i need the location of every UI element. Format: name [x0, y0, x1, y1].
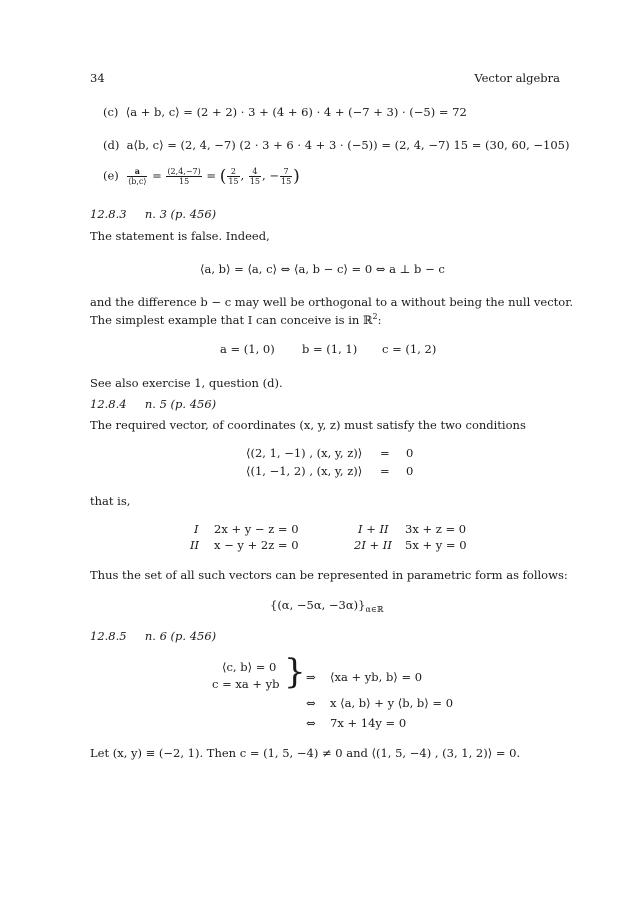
- system-label-i: I: [194, 522, 199, 536]
- text-run: The simplest example that I can conceive is in ℝ: [90, 313, 373, 327]
- close-paren: ): [293, 166, 300, 187]
- iff-arrow: ⇔: [306, 716, 316, 730]
- equation-orthogonality: ⟨a, b⟩ = ⟨a, c⟩ ⇔ ⟨a, b − c⟩ = 0 ⇔ a ⊥ b − c: [200, 262, 445, 276]
- item-d: [103, 138, 569, 153]
- paragraph: The required vector, of coordinates (x, y, z) must satisfy the two conditions: [90, 418, 526, 432]
- paragraph: and the difference b − c may well be orthogonal to a without being the null vector.: [90, 295, 574, 309]
- item-e-fraction-1: [127, 167, 147, 186]
- section-heading-12-8-4: [90, 397, 216, 412]
- section-number: 12.8.5: [90, 629, 127, 643]
- fraction-numerator: (2,4,−7): [167, 167, 201, 176]
- fraction-denominator: 15: [228, 177, 239, 186]
- condition-2-rhs: 0: [406, 464, 414, 478]
- system-equation-ii: x − y + 2z = 0: [214, 538, 299, 552]
- paragraph: Thus the set of all such vectors can be represented in parametric form as follows:: [90, 568, 568, 582]
- item-e-fraction-3: [227, 167, 239, 186]
- fraction-numerator: 4: [249, 167, 261, 177]
- paragraph: [90, 309, 381, 328]
- equals-sign: =: [152, 168, 162, 183]
- system-label-2i-plus-ii: 2I + II: [354, 538, 392, 552]
- minus-sign: −: [269, 168, 279, 183]
- paragraph: See also exercise 1, question (d).: [90, 376, 283, 390]
- page-number: 34: [90, 71, 105, 85]
- final-statement: Let (x, y) ≡ (−2, 1). Then c = (1, 5, −4) ≠ 0 and ⟨(1, 5, −4) , (3, 1, 2)⟩ = 0.: [90, 746, 521, 760]
- paragraph: The statement is false. Indeed,: [90, 229, 270, 243]
- implies-arrow: ⇒: [306, 670, 316, 684]
- condition-2-equals: =: [380, 464, 390, 478]
- section-number: 12.8.3: [90, 207, 127, 221]
- example-vector-c: c = (1, 2): [382, 342, 437, 356]
- iff-arrow: ⇔: [306, 696, 316, 710]
- condition-1-rhs: 0: [406, 446, 414, 460]
- section-heading-12-8-3: [90, 207, 216, 222]
- item-e-label: (e): [103, 168, 119, 183]
- item-c-expression: ⟨a + b, c⟩ = (2 + 2) · 3 + (4 + 6) · 4 + (−7 + 3) · (−5) = 72: [125, 105, 467, 119]
- system-equation-2i-plus-ii: 5x + y = 0: [405, 538, 467, 552]
- right-brace: }: [284, 652, 306, 692]
- condition-1-equals: =: [380, 446, 390, 460]
- item-e-fraction-5: [280, 167, 292, 186]
- fraction-denominator: ⟨b,c⟩: [128, 177, 147, 186]
- condition-2-lhs: ⟨(1, −1, 2) , (x, y, z)⟩: [246, 464, 363, 478]
- system-line-1: ⟨c, b⟩ = 0: [222, 660, 277, 674]
- item-c: [103, 105, 467, 120]
- result-line-2: x ⟨a, b⟩ + y ⟨b, b⟩ = 0: [330, 696, 454, 710]
- result-line-1: ⟨xa + yb, b⟩ = 0: [330, 670, 423, 684]
- section-number: 12.8.4: [90, 397, 127, 411]
- parametric-set: [270, 598, 383, 617]
- running-title: Vector algebra: [474, 71, 560, 85]
- item-d-label: (d): [103, 138, 120, 152]
- paragraph: that is,: [90, 494, 131, 508]
- item-e-fraction-2: [166, 167, 201, 186]
- system-label-ii: II: [190, 538, 200, 552]
- item-d-expression: a⟨b, c⟩ = (2, 4, −7) (2 · 3 + 6 · 4 + 3 · (−5)) = (2, 4, −7) 15 = (30, 60, −105): [126, 138, 570, 152]
- item-c-label: (c): [103, 105, 119, 119]
- system-equation-i-plus-ii: 3x + z = 0: [405, 522, 467, 536]
- set-expression: {(α, −5α, −3α)}: [270, 598, 366, 612]
- system-line-2: c = xa + yb: [212, 677, 280, 691]
- comma: ,: [262, 168, 266, 183]
- section-reference: n. 3 (p. 456): [144, 207, 217, 221]
- fraction-denominator: 15: [179, 177, 190, 186]
- item-e: [103, 167, 300, 186]
- section-reference: n. 5 (p. 456): [144, 397, 217, 411]
- system-label-i-plus-ii: I + II: [358, 522, 389, 536]
- section-heading-12-8-5: [90, 629, 216, 644]
- fraction-numerator: a: [127, 167, 147, 177]
- fraction-numerator: 7: [280, 167, 292, 177]
- equals-sign: =: [206, 168, 217, 183]
- fraction-denominator: 15: [249, 177, 261, 186]
- open-paren: (: [219, 166, 227, 187]
- fraction-numerator: 2: [227, 167, 239, 177]
- section-reference: n. 6 (p. 456): [144, 629, 217, 643]
- condition-1-lhs: ⟨(2, 1, −1) , (x, y, z)⟩: [246, 446, 363, 460]
- example-vector-a: a = (1, 0): [220, 342, 275, 356]
- comma: ,: [240, 168, 245, 183]
- item-e-fraction-4: [249, 167, 261, 186]
- system-equation-i: 2x + y − z = 0: [214, 522, 299, 536]
- result-line-3: 7x + 14y = 0: [330, 716, 407, 730]
- text-run: :: [377, 313, 382, 327]
- fraction-denominator: 15: [280, 177, 292, 186]
- superscript: 2: [372, 312, 378, 321]
- set-subscript: α∈ℝ: [365, 605, 384, 614]
- example-vector-b: b = (1, 1): [302, 342, 358, 356]
